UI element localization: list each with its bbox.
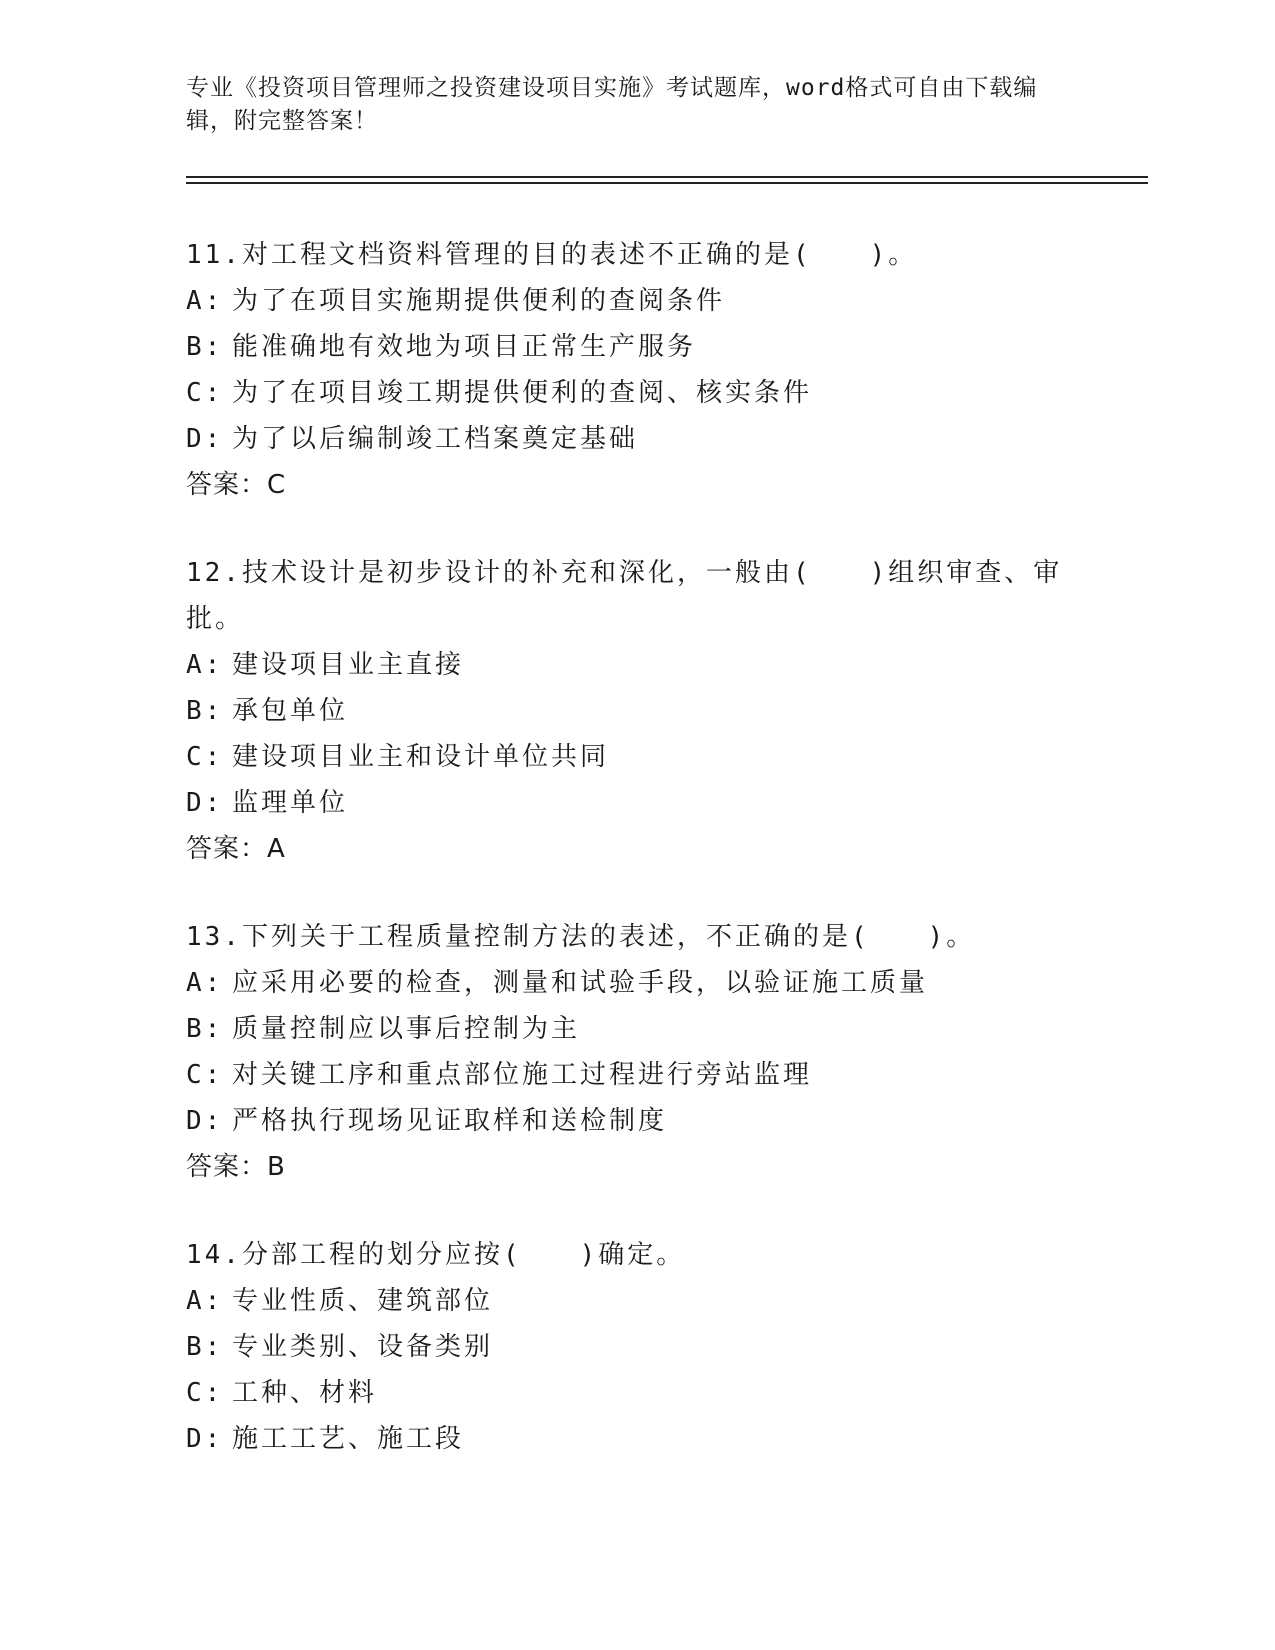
header-divider-bottom [186,182,1148,184]
option-text: 为了在项目竣工期提供便利的查阅、核实条件 [232,378,813,408]
option-text: 质量控制应以事后控制为主 [232,1014,581,1044]
option-a [186,278,1066,324]
answer-line: 答案：C [186,470,287,500]
question-stem: 12.技术设计是初步设计的补充和深化，一般由( )组织审查、审批。 [186,558,1063,634]
option-c [186,1370,1066,1416]
option-key: D: [186,788,224,818]
option-a [186,960,1066,1006]
question-13 [186,914,1066,1190]
option-key: D: [186,424,224,454]
option-key: A: [186,1286,224,1316]
option-text: 为了以后编制竣工档案奠定基础 [232,424,639,454]
option-key: A: [186,286,224,316]
option-a [186,642,1066,688]
option-b [186,1324,1066,1370]
option-key: B: [186,696,224,726]
option-key: D: [186,1106,224,1136]
option-text: 对关键工序和重点部位施工过程进行旁站监理 [232,1060,813,1090]
option-key: A: [186,968,224,998]
option-key: C: [186,742,224,772]
option-key: B: [186,332,224,362]
option-text: 工种、材料 [232,1378,378,1408]
option-text: 施工工艺、施工段 [232,1424,465,1454]
header-divider-top [186,176,1148,178]
option-text: 为了在项目实施期提供便利的查阅条件 [232,286,726,316]
header-note: 专业《投资项目管理师之投资建设项目实施》考试题库，word格式可自由下载编辑，附完整答案！ [186,75,1038,134]
option-text: 专业性质、建筑部位 [232,1286,494,1316]
option-key: D: [186,1424,224,1454]
option-text: 应采用必要的检查，测量和试验手段，以验证施工质量 [232,968,929,998]
option-b [186,1006,1066,1052]
option-key: A: [186,650,224,680]
option-text: 承包单位 [232,696,349,726]
option-c [186,1052,1066,1098]
option-a [186,1278,1066,1324]
option-b [186,324,1066,370]
question-stem: 11.对工程文档资料管理的目的表述不正确的是( )。 [186,240,918,270]
option-b [186,688,1066,734]
option-d [186,1416,1066,1462]
option-text: 专业类别、设备类别 [232,1332,494,1362]
question-stem: 13.下列关于工程质量控制方法的表述，不正确的是( )。 [186,922,976,952]
question-14 [186,1232,1066,1462]
option-key: C: [186,1378,224,1408]
option-text: 建设项目业主直接 [232,650,465,680]
option-key: B: [186,1332,224,1362]
option-d [186,416,1066,462]
option-text: 建设项目业主和设计单位共同 [232,742,610,772]
question-12 [186,550,1066,872]
option-d [186,1098,1066,1144]
answer-line: 答案：A [186,834,286,864]
option-text: 能准确地有效地为项目正常生产服务 [232,332,697,362]
answer-line: 答案：B [186,1152,286,1182]
option-key: C: [186,378,224,408]
option-key: B: [186,1014,224,1044]
question-stem: 14.分部工程的划分应按( )确定。 [186,1240,686,1270]
option-key: C: [186,1060,224,1090]
question-11 [186,232,1066,508]
option-text: 监理单位 [232,788,349,818]
option-text: 严格执行现场见证取样和送检制度 [232,1106,668,1136]
option-c [186,370,1066,416]
option-c [186,734,1066,780]
option-d [186,780,1066,826]
